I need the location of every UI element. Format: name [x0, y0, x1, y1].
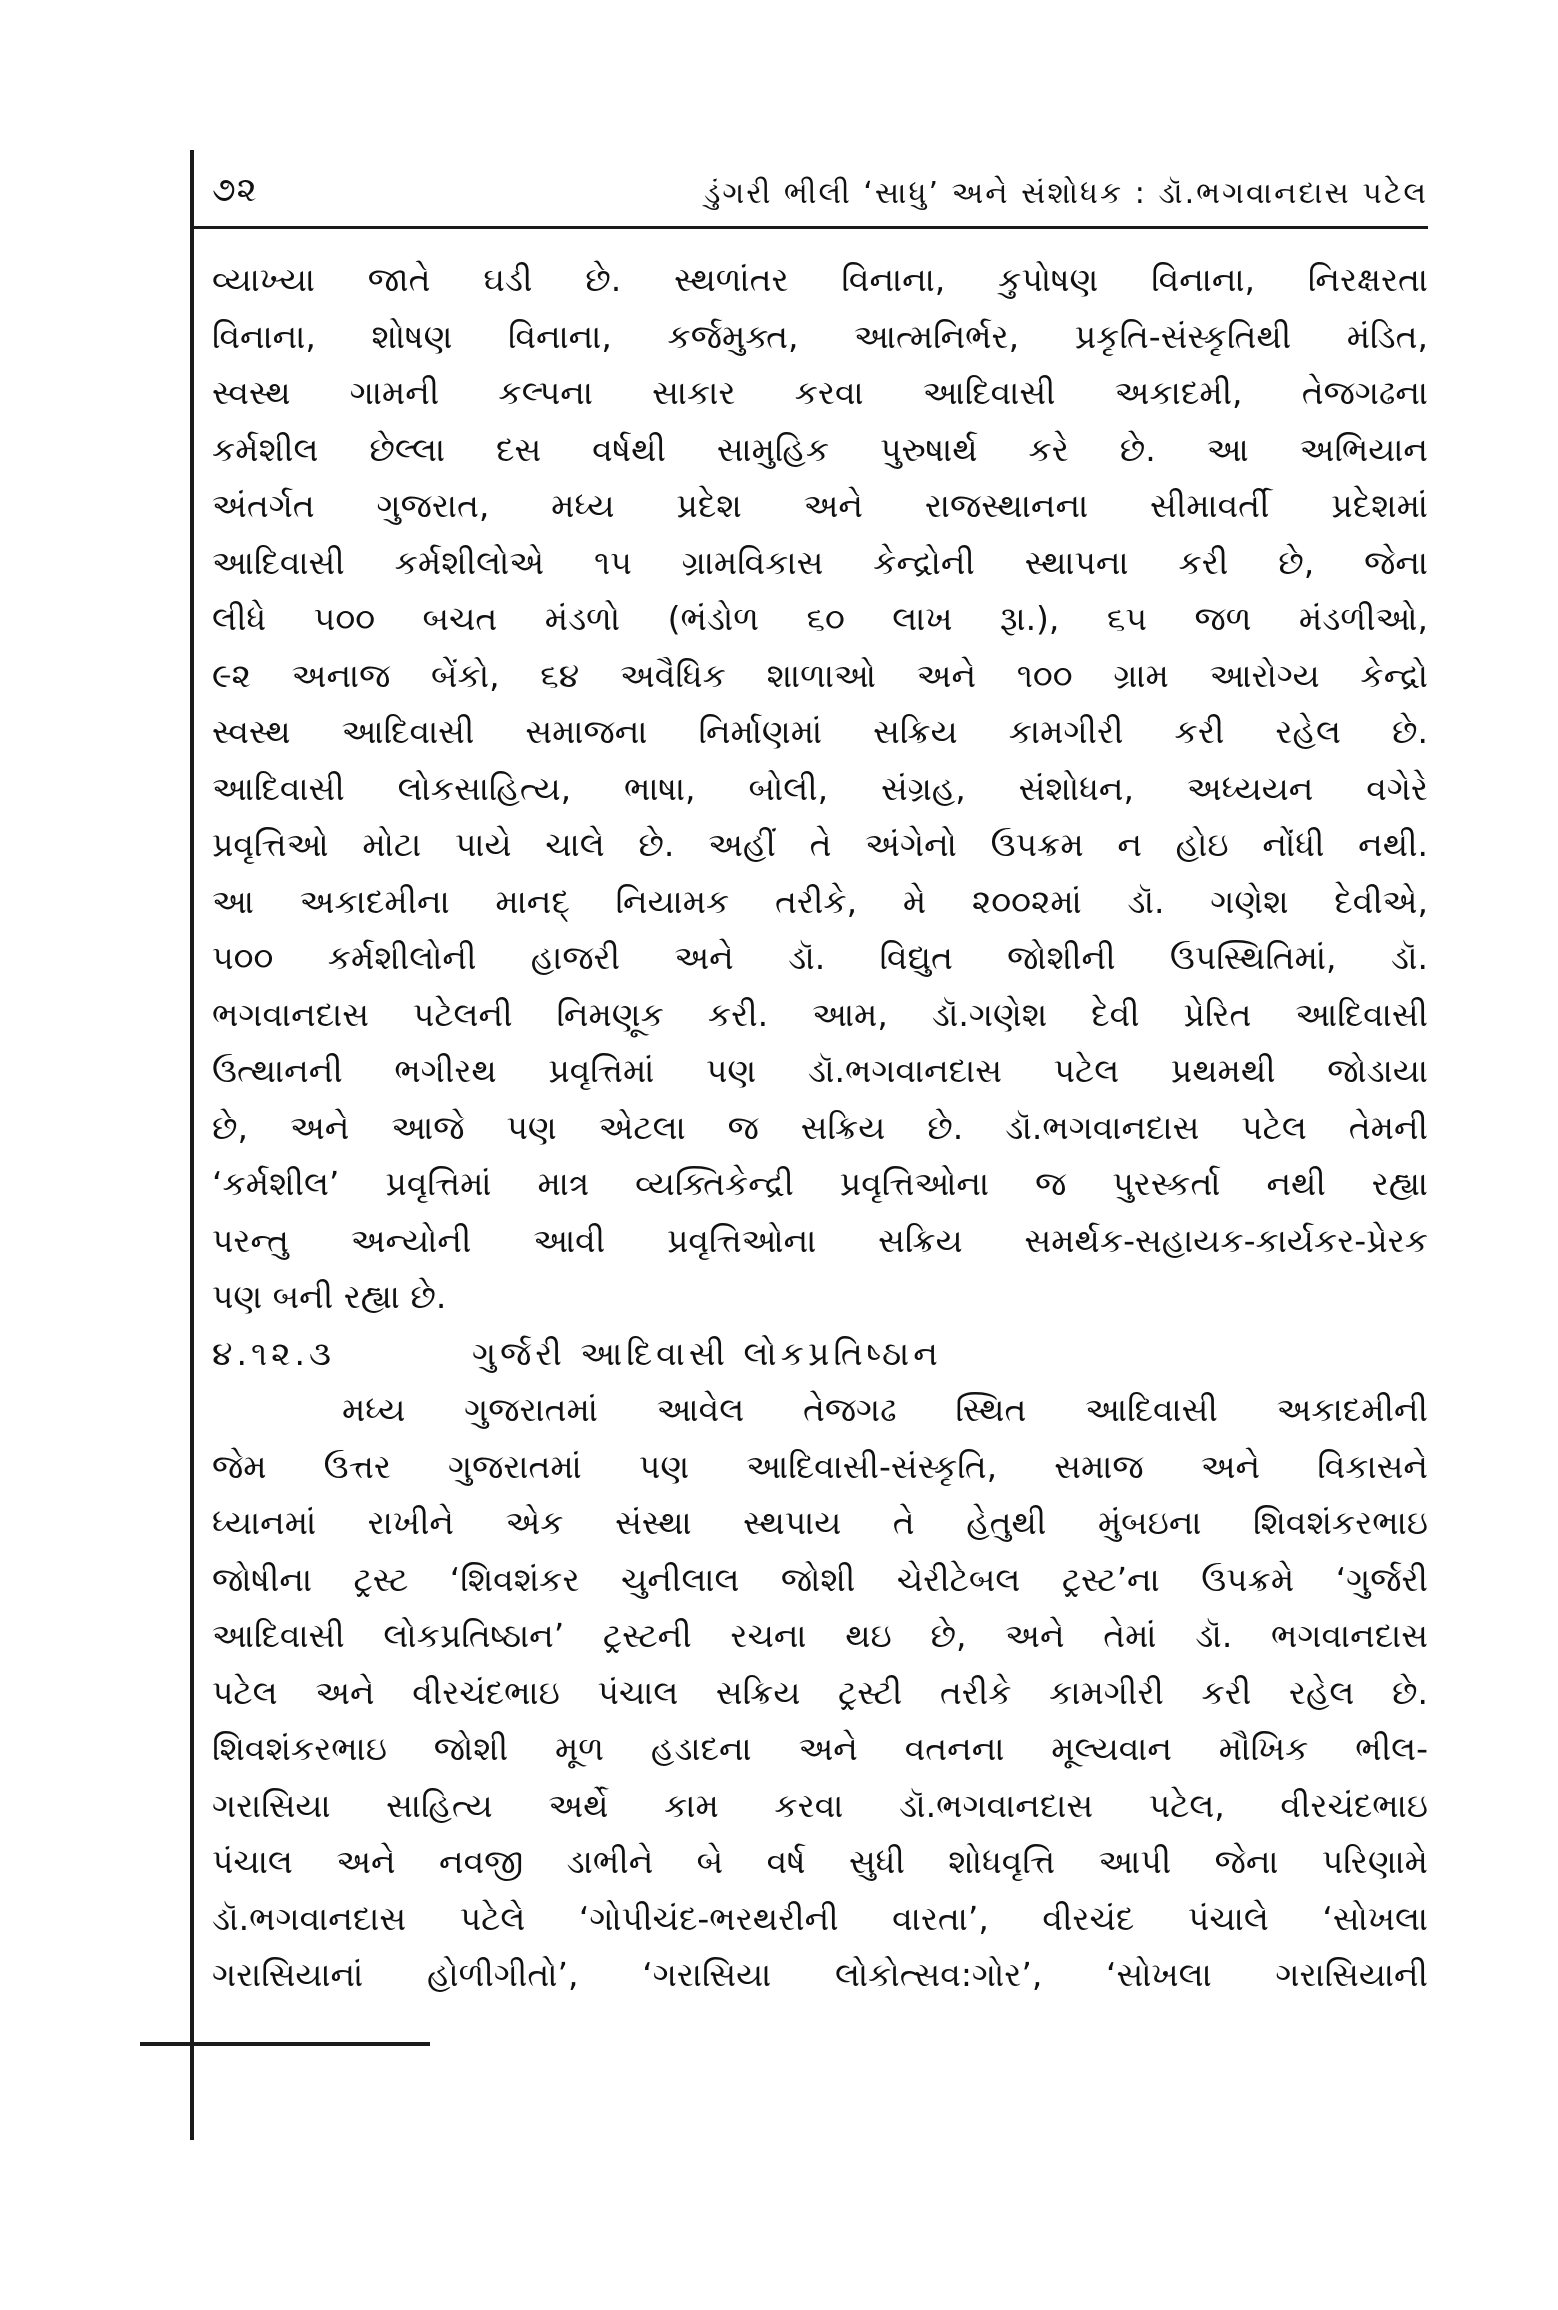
page-body [212, 252, 1428, 2004]
text-line: આદિવાસી લોકસાહિત્ય, ભાષા, બોલી, સંગ્રહ, સંશોધન, અધ્યયન વગેરે [212, 768, 1428, 808]
page-number: ૭૨ [212, 170, 258, 210]
text-line: ૯૨ અનાજ બેંકો, ૬૪ અવૈધિક શાળાઓ અને ૧૦૦ ગ્રામ આરોગ્ય કેન્દ્રો [212, 655, 1428, 695]
text-line: ભગવાનદાસ પટેલની નિમણૂક કરી. આમ, ડૉ.ગણેશ દેવી પ્રેરિત આદિવાસી [212, 994, 1428, 1034]
header-rule [190, 226, 1428, 229]
text-line: કર્મશીલ છેલ્લા દસ વર્ષથી સામુહિક પુરુષાર્થ કરે છે. આ અભિયાન [212, 429, 1428, 469]
section-heading [212, 1326, 1428, 1383]
text-line: વ્યાખ્યા જાતે ઘડી છે. સ્થળાંતર વિનાના, કુપોષણ વિનાના, નિરક્ષરતા [212, 260, 1428, 299]
text-line: જેમ ઉત્તર ગુજરાતમાં પણ આદિવાસી-સંસ્કૃતિ, સમાજ અને વિકાસને [212, 1446, 1428, 1486]
text-line: આદિવાસી કર્મશીલોએ ૧૫ ગ્રામવિકાસ કેન્દ્રોની સ્થાપના કરી છે, જેના [212, 542, 1428, 582]
running-title: ડુંગરી ભીલી ‘સાધુ’ અને સંશોધક : ડૉ.ભગવાનદાસ પટેલ [703, 176, 1428, 211]
section-title: ગુર્જરી આદિવાસી લોકપ્રતિષ્ઠાન [472, 1333, 942, 1373]
text-line: અંતર્ગત ગુજરાત, મધ્ય પ્રદેશ અને રાજસ્થાનના સીમાવર્તી પ્રદેશમાં [212, 486, 1428, 525]
text-line: ‘કર્મશીલ’ પ્રવૃત્તિમાં માત્ર વ્યક્તિકેન્દ્રી પ્રવૃત્તિઓના જ પુરસ્કર્તા નથી રહ્યા [212, 1164, 1428, 1203]
text-line: ગરાસિયાનાં હોળીગીતો’, ‘ગરાસિયા લોકોત્સવ:ગોર’, ‘સોખલા ગરાસિયાની [212, 1955, 1428, 1994]
text-line: સ્વસ્થ ગામની કલ્પના સાકાર કરવા આદિવાસી અકાદમી, તેજગઢના [212, 373, 1428, 412]
text-line: લીધે ૫૦૦ બચત મંડળો (ભંડોળ ૬૦ લાખ રૂા.), ૬૫ જળ મંડળીઓ, [212, 599, 1428, 638]
paragraph-2 [212, 1382, 1428, 2004]
text-line: છે, અને આજે પણ એટલા જ સક્રિય છે. ડૉ.ભગવાનદાસ પટેલ તેમની [212, 1107, 1428, 1147]
text-line: ૫૦૦ કર્મશીલોની હાજરી અને ડૉ. વિદ્યુત જોશીની ઉપસ્થિતિમાં, ડૉ. [212, 938, 1428, 977]
section-number: ૪.૧૨.૩ [212, 1333, 335, 1373]
text-line: પરન્તુ અન્યોની આવી પ્રવૃત્તિઓના સક્રિય સમર્થક-સહાયક-કાર્યકર-પ્રેરક [212, 1220, 1428, 1260]
text-line: ઉત્થાનની ભગીરથ પ્રવૃત્તિમાં પણ ડૉ.ભગવાનદાસ પટેલ પ્રથમથી જોડાયા [212, 1051, 1428, 1090]
text-line: ધ્યાનમાં રાખીને એક સંસ્થા સ્થપાય તે હેતુથી મુંબઇના શિવશંકરભાઇ [212, 1503, 1428, 1542]
paragraph-1 [212, 252, 1428, 1326]
footer-rule [140, 2042, 430, 2046]
text-line: મધ્ય ગુજરાતમાં આવેલ તેજગઢ સ્થિત આદિવાસી અકાદમીની [342, 1390, 1428, 1429]
text-line: ડૉ.ભગવાનદાસ પટેલે ‘ગોપીચંદ-ભરથરીની વારતા’, વીરચંદ પંચાલે ‘સોખલા [212, 1898, 1428, 1938]
text-line: જોષીના ટ્રસ્ટ ‘શિવશંકર ચુનીલાલ જોશી ચેરીટેબલ ટ્રસ્ટ’ના ઉપક્રમે ‘ગુર્જરી [212, 1559, 1428, 1599]
text-line: આ અકાદમીના માનદ્ નિયામક તરીકે, મે ૨૦૦૨માં ડૉ. ગણેશ દેવીએ, [212, 881, 1428, 921]
text-line: આદિવાસી લોકપ્રતિષ્ઠાન’ ટ્રસ્ટની રચના થઇ છે, અને તેમાં ડૉ. ભગવાનદાસ [212, 1616, 1428, 1655]
margin-vertical-rule [190, 150, 194, 2140]
text-line: વિનાના, શોષણ વિનાના, કર્જમુક્ત, આત્મનિર્ભર, પ્રકૃતિ-સંસ્કૃતિથી મંડિત, [212, 316, 1428, 356]
text-line: પ્રવૃત્તિઓ મોટા પાયે ચાલે છે. અહીં તે અંગેનો ઉપક્રમ ન હોઇ નોંધી નથી. [212, 825, 1428, 864]
text-line: સ્વસ્થ આદિવાસી સમાજના નિર્માણમાં સક્રિય કામગીરી કરી રહેલ છે. [212, 712, 1428, 751]
text-line: શિવશંકરભાઇ જોશી મૂળ હડાદના અને વતનના મૂલ્યવાન મૌખિક ભીલ- [212, 1729, 1428, 1768]
text-line: પંચાલ અને નવજી ડાભીને બે વર્ષ સુધી શોધવૃત્તિ આપી જેના પરિણામે [212, 1842, 1428, 1881]
text-line: ગરાસિયા સાહિત્ય અર્થે કામ કરવા ડૉ.ભગવાનદાસ પટેલ, વીરચંદભાઇ [212, 1785, 1428, 1825]
text-line: પટેલ અને વીરચંદભાઇ પંચાલ સક્રિય ટ્રસ્ટી તરીકે કામગીરી કરી રહેલ છે. [212, 1672, 1428, 1712]
text-line: પણ બની રહ્યા છે. [212, 1277, 447, 1316]
